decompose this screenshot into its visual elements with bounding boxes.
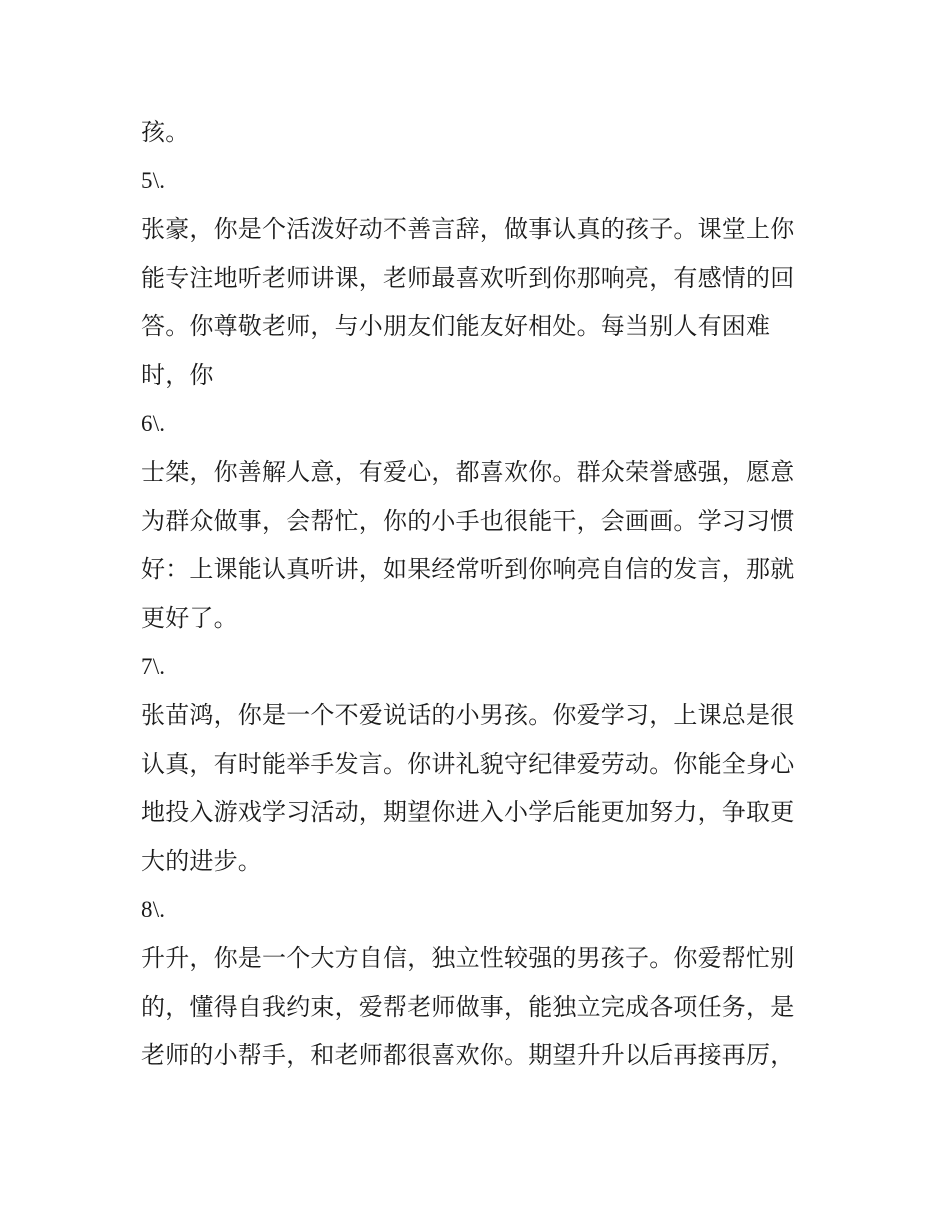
text-line: 大的进步。 [141, 846, 262, 875]
text-line: 张苗鸿，你是一个不爱说话的小男孩。你爱学习，上课总是很 [141, 701, 795, 730]
text-line: 升升，你是一个大方自信，独立性较强的男孩子。你爱帮忙别 [141, 944, 795, 973]
text-line: 认真，有时能举手发言。你讲礼貌守纪律爱劳动。你能全身心 [141, 749, 795, 778]
item-number: 5\. [141, 167, 166, 193]
text-line: 更好了。 [141, 603, 238, 632]
text-line: 为群众做事，会帮忙，你的小手也很能干，会画画。学习习惯 [141, 506, 795, 535]
item-number: 7\. [141, 653, 166, 679]
text-line: 的，懂得自我约束，爱帮老师做事，能独立完成各项任务，是 [141, 992, 795, 1021]
document-body [141, 108, 813, 1080]
text-line: 张豪，你是个活泼好动不善言辞，做事认真的孩子。课堂上你 [141, 215, 795, 244]
text-line: 孩。 [141, 118, 190, 146]
text-line: 答。你尊敬老师，与小朋友们能友好相处。每当别人有困难 [141, 312, 771, 341]
text-line: 能专注地听老师讲课，老师最喜欢听到你那响亮，有感情的回 [141, 263, 795, 292]
text-line: 好：上课能认真听讲，如果经常听到你响亮自信的发言，那就 [141, 555, 795, 584]
text-line: 地投入游戏学习活动，期望你进入小学后能更加努力，争取更 [141, 798, 795, 827]
item-number: 6\. [141, 410, 166, 436]
item-number: 8\. [141, 896, 166, 922]
text-line: 老师的小帮手，和老师都很喜欢你。期望升升以后再接再厉， [141, 1041, 795, 1070]
text-line: 士桀，你善解人意，有爱心，都喜欢你。群众荣誉感强，愿意 [141, 458, 795, 487]
text-line: 时，你 [141, 360, 214, 389]
